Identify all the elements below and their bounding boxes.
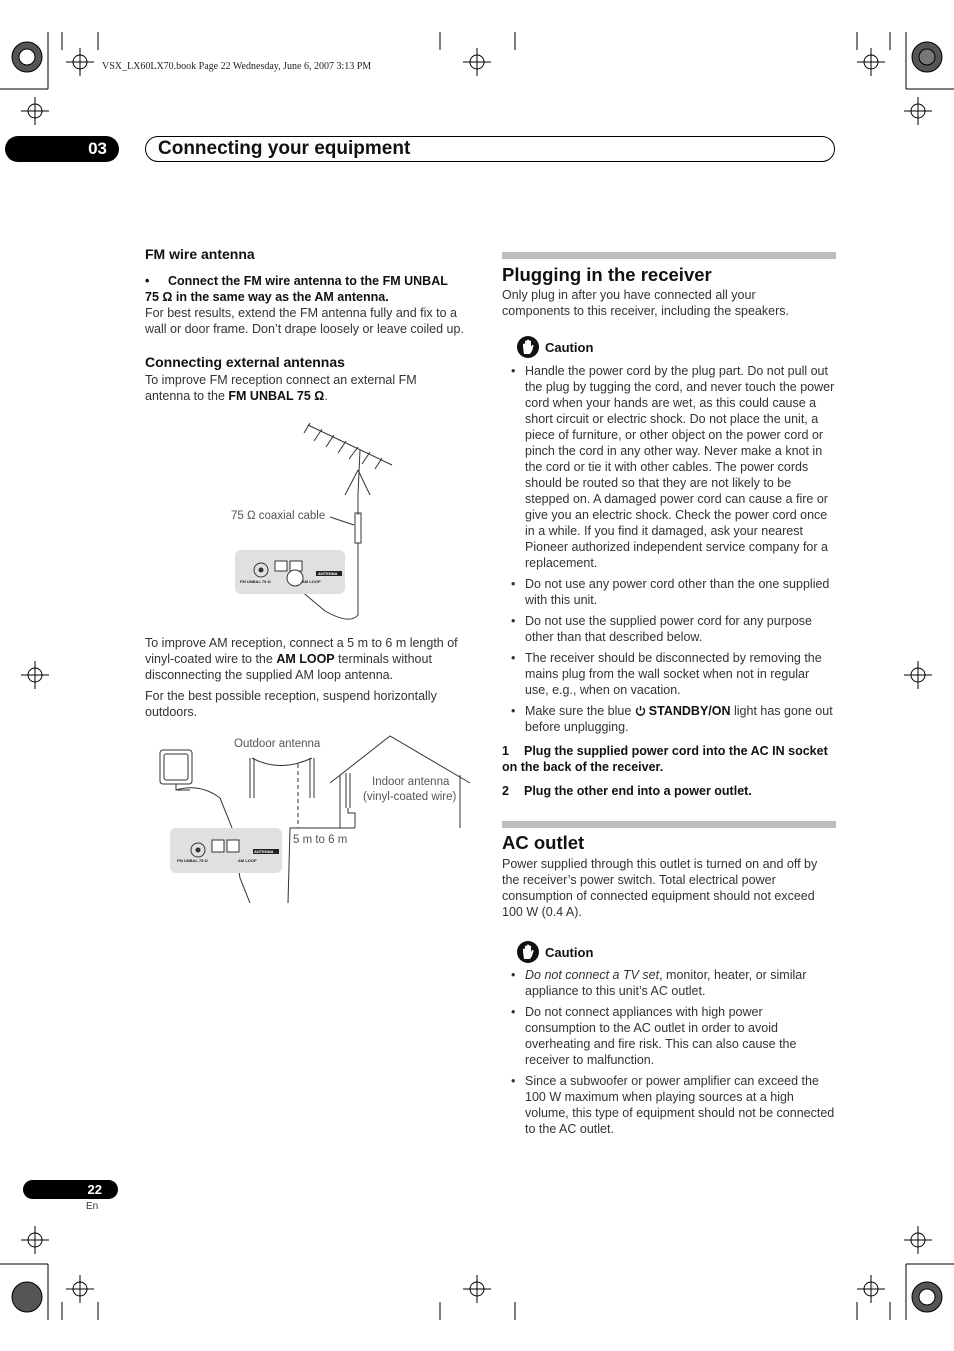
plugging-intro-line: components to this receiver, including the speakers. [502,304,789,318]
list-item: • Handle the power cord by the plug part. Do not pull out the plug by tugging the cord, and never touch the power cord when your hands are wet, as this could cause a short circuit or electric shock. Do not place the unit, a piece of furniture, or other object on the power cord or pinch the cord in any other way. Never make a knot in the cord or tie it with other cables. The power cords should be routed so that they are not likely to be stepped on. A damaged power cord can cause a fire or give you an electric shock. Check the power cord once in a while. If you find it damaged, ask your nearest Pioneer authorized independent service company for a replacement. [502,363,836,571]
fm-body-line: For best results, extend the FM antenna fully and fix to a [145,306,457,320]
chapter-title: Connecting your equipment [145,136,835,162]
step-number: 2 [502,784,509,798]
wire-length-label: 5 m to 6 m [293,834,348,846]
step-text: Plug the supplied power cord into the AC IN socket on the back of the receiver. [502,744,828,774]
bullet-dot: • [145,274,150,288]
ac-caution-list [502,967,836,1142]
standby-on-term: STANDBY/ON [648,704,731,718]
plugging-intro [502,287,836,319]
step-number: 1 [502,744,509,758]
am-antenna-figure [150,728,480,903]
section-divider [502,252,836,259]
fm-unbal-tag: FM UNBAL 75 Ω [177,858,208,863]
ext-body-line [145,388,485,404]
chapter-number: 03 [5,136,119,162]
am-body-line: disconnecting the supplied AM loop antenna. [145,668,394,682]
plugging-caution-list [502,363,836,740]
list-item [502,967,836,999]
step-text: Plug the other end into a power outlet. [524,784,752,798]
fm-antenna-figure [230,415,400,630]
am-text: vinyl-coated wire to the [145,652,277,666]
fm-bullet [145,273,485,305]
indoor-antenna-label: Indoor antenna [372,776,450,788]
fm-body-line: wall or door frame. Don’t drape loosely or leave coiled up. [145,322,464,336]
am-body-line: To improve AM reception, connect a 5 m to 6 m length of [145,636,458,650]
am-loop-tag: AM LOOP [238,858,257,863]
ext-text: antenna to the [145,389,229,403]
external-antennas-body [145,372,485,404]
fm-bullet-line1: Connect the FM wire antenna to the FM UNBAL [168,274,448,288]
list-item: • The receiver should be disconnected by removing the mains plug from the wall socket when not in regular use, e.g., when on vacation. [502,650,836,698]
coaxial-cable-label: 75 Ω coaxial cable [231,510,326,522]
list-item [502,703,836,735]
am-loop-tag: AM LOOP [302,579,321,584]
fm-wire-antenna-heading: FM wire antenna [145,246,255,262]
caution-label: Caution [545,944,594,960]
am-body-line [145,651,490,667]
caution-label: Caution [545,339,594,355]
suspend-body-line: outdoors. [145,705,198,719]
standby-text: light has gone out before unplugging. [525,704,833,734]
page-number: 22 [23,1180,118,1199]
fm-unbal-term: FM UNBAL 75 Ω [228,389,325,403]
step-1 [502,743,838,775]
list-item: • Since a subwoofer or power amplifier can exceed the 100 W maximum when playing sources at a high volume, this type of equipment should not be connected to the AC outlet. [502,1073,836,1137]
power-icon [635,705,646,716]
list-item: • Do not connect appliances with high power consumption to the AC outlet in order to avoid overheating and fire risk. This can also cause the receiver to malfunction. [502,1004,836,1068]
fm-bullet-line2: 75 Ω in the same way as the AM antenna. [145,290,389,304]
antenna-tag: ANTENNA [254,849,274,854]
caution-hand-icon [517,336,539,358]
list-item: • Do not use any power cord other than the one supplied with this unit. [502,576,836,608]
ac-outlet-heading: AC outlet [502,832,585,853]
plugging-intro-line: Only plug in after you have connected all your [502,288,756,302]
list-item: • Do not use the supplied power cord for any purpose other than that described below. [502,613,836,645]
step-2 [502,783,838,799]
caution-header [517,941,593,963]
ext-body-line: To improve FM reception connect an external FM [145,373,417,387]
antenna-tag: ANTENNA [318,571,338,576]
ext-text: . [324,389,328,403]
standby-text: Make sure the blue [525,704,635,718]
caution-hand-icon [517,941,539,963]
plugging-heading: Plugging in the receiver [502,264,712,285]
fm-unbal-tag: FM UNBAL 75 Ω [240,579,271,584]
caution-header [517,336,593,358]
tv-warning-text: , monitor, heater, or similar appliance to this unit’s AC outlet. [525,968,807,998]
book-info: VSX_LX60LX70.book Page 22 Wednesday, June 6, 2007 3:13 PM [102,61,372,72]
am-body [145,635,490,683]
language-code: En [86,1201,99,1212]
suspend-body-line: For the best possible reception, suspend horizontally [145,689,437,703]
section-divider [502,821,836,828]
ac-outlet-body: Power supplied through this outlet is turned on and off by the receiver’s power switch. Total electrical power consumption of connected equipment should not exceed 100 W (0.4 A). [502,857,818,919]
am-text: terminals without [334,652,432,666]
tv-warning-italic: Do not connect a TV set [525,968,660,982]
indoor-antenna-sublabel: (vinyl-coated wire) [363,791,457,803]
suspend-body [145,688,485,720]
external-antennas-heading: Connecting external antennas [145,354,345,370]
fm-body [145,305,490,337]
outdoor-antenna-label: Outdoor antenna [234,738,321,750]
am-loop-term: AM LOOP [276,652,335,666]
